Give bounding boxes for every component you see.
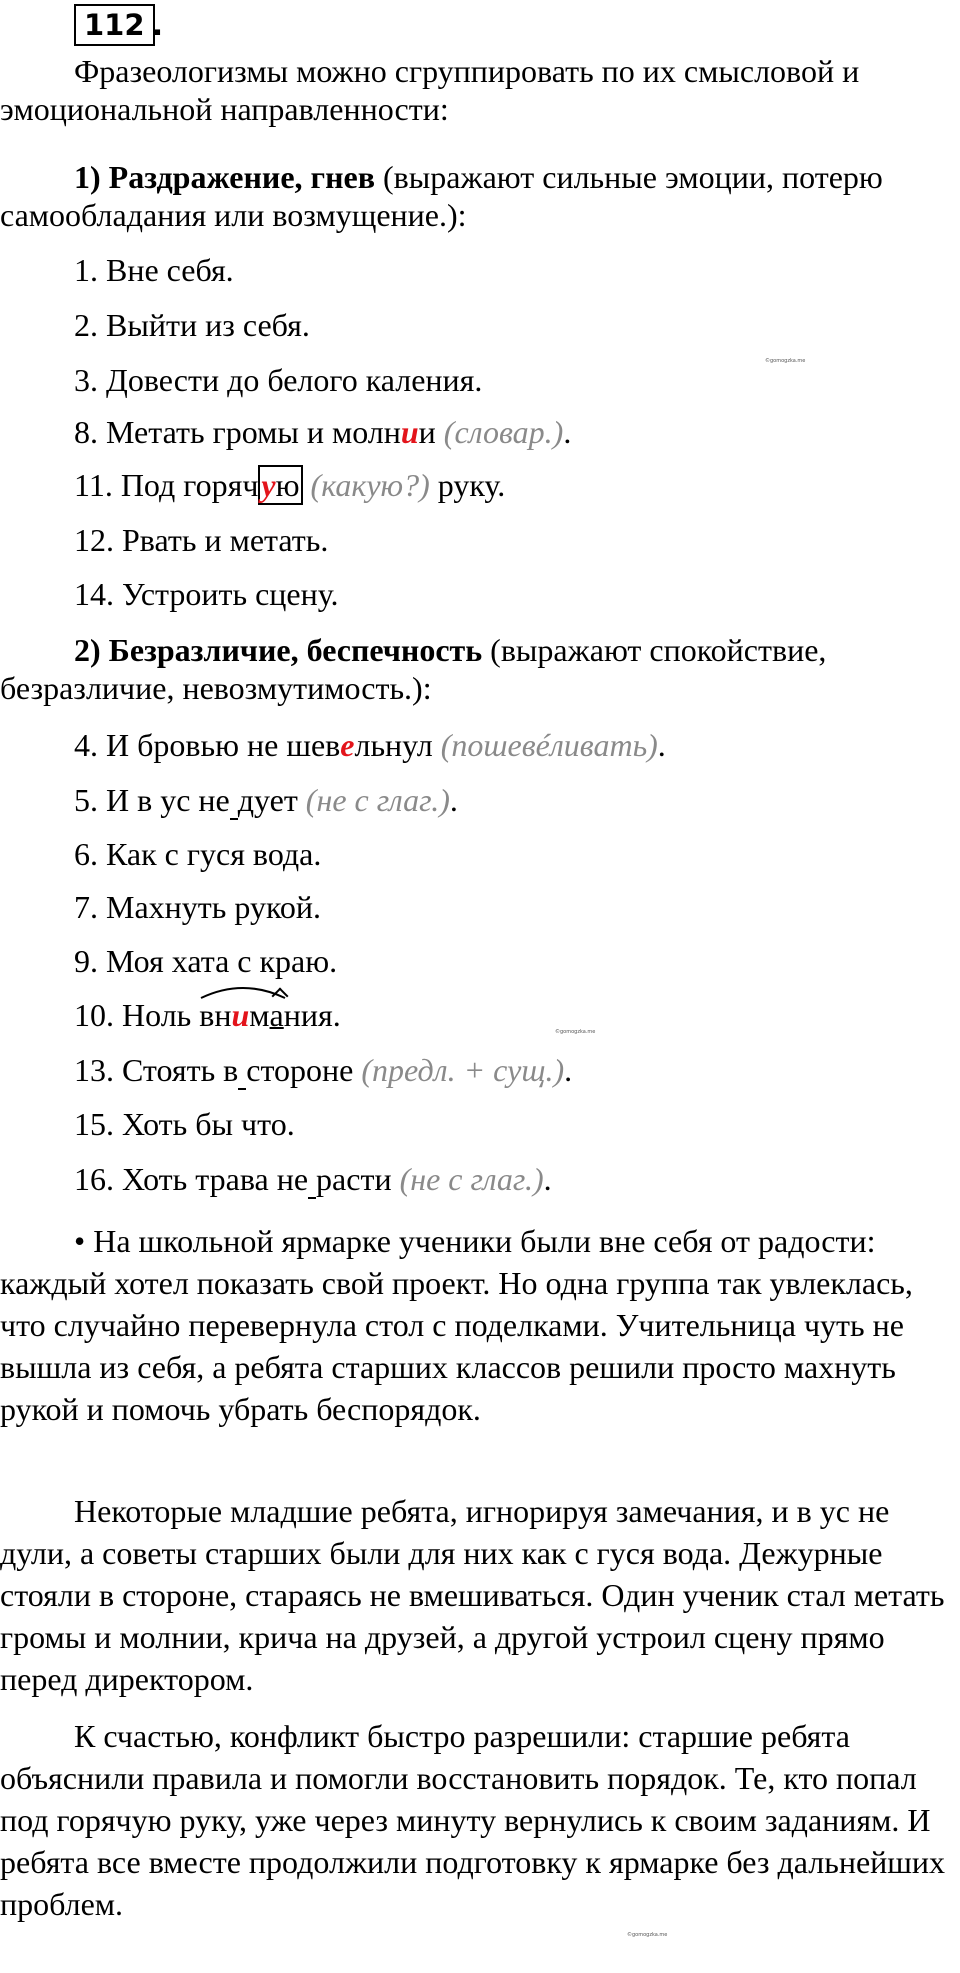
item-text: руку. xyxy=(429,467,506,503)
watermark: ©gomogzka.me xyxy=(627,1932,668,1938)
item-text: 4. И бровью не шев xyxy=(74,727,341,763)
item-text: 5. И в ус не xyxy=(74,782,230,818)
story-paragraph-3: К счастью, конфликт быстро разрешили: старшие ребята объяснили правила и помогли восстановить порядок. Те, кто попал под горячую руку, уже через минуту вернулись к своим заданиям. И ребята все вместе продолжили подготовку к ярмарке без дальнейших проблем. xyxy=(0,1718,946,1922)
grammar-hint: (предл. + сущ.) xyxy=(361,1052,565,1088)
list-item: 14. Устроить сцену. xyxy=(74,576,339,612)
list-item: 9. Моя хата с краю. xyxy=(74,943,338,979)
group2-description: (выражают спокойствие, безразличие, невозмутимость.): xyxy=(0,632,827,706)
group1-header xyxy=(0,158,960,234)
grammar-hint: (словар.) xyxy=(443,414,564,450)
item-text: и xyxy=(418,414,444,450)
item-text: . xyxy=(657,727,666,763)
spelling-highlight: и xyxy=(400,414,419,450)
ending-box xyxy=(258,465,302,505)
list-item xyxy=(74,996,341,1034)
grammar-hint: (какую?) xyxy=(310,467,430,503)
root-arc xyxy=(199,996,269,1034)
item-text: . xyxy=(543,1161,552,1197)
group1-description: (выражают сильные эмоции, потерю самообладания или возмущение.): xyxy=(0,159,883,233)
list-item: 7. Махнуть рукой. xyxy=(74,889,321,925)
list-item: 15. Хоть бы что. xyxy=(74,1106,295,1142)
list-item: 1. Вне себя. xyxy=(74,252,234,288)
story-paragraph-2: Некоторые младшие ребята, игнорируя замечания, и в ус не дули, а советы старших были для них как с гуся вода. Дежурные стояли в стороне, стараясь не вмешиваться. Один ученик стал метать громы и молнии, крича на друзей, а другой устроил сцену прямо перед директором. xyxy=(0,1493,945,1697)
item-text: 10. Ноль xyxy=(74,997,200,1033)
suffix-mark: а xyxy=(269,997,284,1033)
item-text: 11. Под горяч xyxy=(74,467,259,503)
item-text: . xyxy=(449,782,458,818)
story-paragraph-1: • На школьной ярмарке ученики были вне себя от радости: каждый хотел показать свой проект. Но одна группа так увлеклась, что случайно перевернула стол с поделками. Учительница чуть не вышла из себя, а ребята старших классов решили просто махнуть рукой и помочь убрать беспорядок. xyxy=(0,1223,913,1427)
group2-header xyxy=(0,631,960,707)
separate-spelling-mark xyxy=(308,1161,316,1199)
item-text: льнул xyxy=(354,727,441,763)
task-number-dot: . xyxy=(152,8,164,42)
spelling-highlight: е xyxy=(340,727,355,763)
list-item: 12. Рвать и метать. xyxy=(74,522,329,558)
item-text: дует xyxy=(237,782,306,818)
item-text: вн xyxy=(199,997,232,1033)
spelling-highlight: у xyxy=(261,467,276,503)
grammar-hint: (пошевéливать) xyxy=(440,727,658,763)
item-text: расти xyxy=(316,1161,400,1197)
item-text: 13. Стоять в xyxy=(74,1052,239,1088)
item-text: м xyxy=(249,997,270,1033)
item-text: 8. Метать громы и молн xyxy=(74,414,401,450)
list-item xyxy=(74,1051,572,1089)
separate-spelling-mark xyxy=(230,782,238,820)
group1-heading: 1) Раздражение, гнев xyxy=(74,159,375,195)
grammar-hint: (не с глаг.) xyxy=(399,1161,544,1197)
list-item: 2. Выйти из себя. xyxy=(74,307,310,343)
item-text: ния. xyxy=(283,997,341,1033)
watermark: ©gomogzka.me xyxy=(555,1029,596,1035)
grammar-hint: (не с глаг.) xyxy=(305,782,450,818)
list-item xyxy=(74,413,571,451)
list-item: 3. Довести до белого каления. xyxy=(74,362,483,398)
list-item xyxy=(74,781,458,819)
intro-paragraph: Фразеологизмы можно сгруппировать по их смысловой и эмоциональной направленности: xyxy=(0,53,860,127)
list-item: 6. Как с гуся вода. xyxy=(74,836,322,872)
item-text: ю xyxy=(275,467,300,503)
list-item xyxy=(74,466,505,504)
item-text: . xyxy=(564,1052,573,1088)
list-item xyxy=(74,726,666,764)
spelling-highlight: и xyxy=(231,997,250,1033)
item-text: . xyxy=(563,414,572,450)
item-text: стороне xyxy=(246,1052,362,1088)
list-item xyxy=(74,1160,552,1198)
group2-heading: 2) Безразличие, беспечность xyxy=(74,632,483,668)
watermark: ©gomogzka.me xyxy=(765,358,806,364)
item-text: 16. Хоть трава не xyxy=(74,1161,309,1197)
task-number-box: 112 xyxy=(74,4,155,46)
